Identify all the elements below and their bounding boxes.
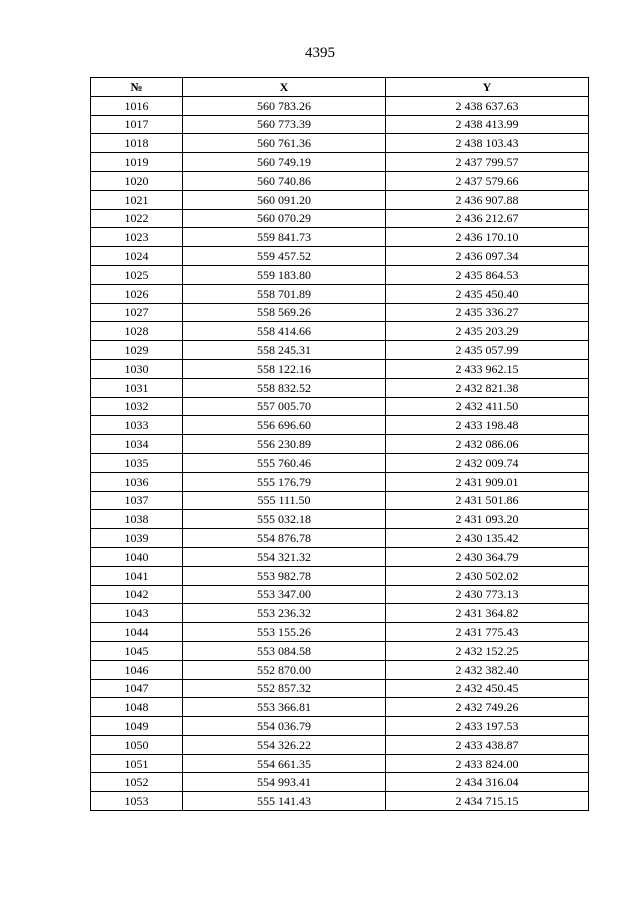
table-header — [91, 78, 589, 97]
cell-y: 2 432 749.26 — [386, 698, 589, 717]
table-row — [91, 341, 589, 360]
cell-number: 1020 — [91, 171, 183, 190]
cell-y: 2 432 382.40 — [386, 660, 589, 679]
cell-y: 2 437 579.66 — [386, 171, 589, 190]
cell-number: 1021 — [91, 190, 183, 209]
table-row — [91, 153, 589, 172]
cell-number: 1042 — [91, 585, 183, 604]
cell-number: 1032 — [91, 397, 183, 416]
cell-number: 1040 — [91, 547, 183, 566]
table-row — [91, 660, 589, 679]
table-row — [91, 416, 589, 435]
cell-y: 2 436 212.67 — [386, 209, 589, 228]
table-row — [91, 491, 589, 510]
cell-number: 1025 — [91, 265, 183, 284]
table-row — [91, 717, 589, 736]
cell-y: 2 435 336.27 — [386, 303, 589, 322]
cell-x: 554 036.79 — [183, 717, 386, 736]
table-row — [91, 134, 589, 153]
cell-number: 1039 — [91, 529, 183, 548]
cell-y: 2 432 450.45 — [386, 679, 589, 698]
cell-y: 2 430 773.13 — [386, 585, 589, 604]
cell-x: 555 176.79 — [183, 472, 386, 491]
coordinates-table — [90, 77, 589, 811]
table-row — [91, 698, 589, 717]
cell-y: 2 431 364.82 — [386, 604, 589, 623]
cell-x: 558 569.26 — [183, 303, 386, 322]
cell-x: 560 773.39 — [183, 115, 386, 134]
table-row — [91, 171, 589, 190]
table-row — [91, 359, 589, 378]
cell-x: 558 701.89 — [183, 284, 386, 303]
table-row — [91, 96, 589, 115]
cell-x: 560 761.36 — [183, 134, 386, 153]
cell-y: 2 433 824.00 — [386, 754, 589, 773]
cell-y: 2 431 909.01 — [386, 472, 589, 491]
cell-x: 559 841.73 — [183, 228, 386, 247]
cell-number: 1049 — [91, 717, 183, 736]
cell-x: 555 141.43 — [183, 792, 386, 811]
cell-x: 552 870.00 — [183, 660, 386, 679]
page-number: 4395 — [305, 45, 335, 61]
table-row — [91, 322, 589, 341]
cell-x: 560 091.20 — [183, 190, 386, 209]
cell-y: 2 431 775.43 — [386, 623, 589, 642]
cell-y: 2 436 097.34 — [386, 247, 589, 266]
cell-number: 1053 — [91, 792, 183, 811]
cell-number: 1041 — [91, 566, 183, 585]
table-row — [91, 472, 589, 491]
cell-y: 2 433 197.53 — [386, 717, 589, 736]
table-row — [91, 115, 589, 134]
table-row — [91, 735, 589, 754]
table-row — [91, 209, 589, 228]
cell-x: 554 993.41 — [183, 773, 386, 792]
cell-number: 1028 — [91, 322, 183, 341]
cell-y: 2 437 799.57 — [386, 153, 589, 172]
cell-x: 556 696.60 — [183, 416, 386, 435]
table-row — [91, 378, 589, 397]
cell-number: 1044 — [91, 623, 183, 642]
cell-x: 553 236.32 — [183, 604, 386, 623]
table-row — [91, 754, 589, 773]
header-x: X — [183, 78, 386, 97]
cell-y: 2 438 103.43 — [386, 134, 589, 153]
table-row — [91, 453, 589, 472]
cell-y: 2 438 413.99 — [386, 115, 589, 134]
cell-x: 560 070.29 — [183, 209, 386, 228]
cell-number: 1051 — [91, 754, 183, 773]
cell-x: 554 876.78 — [183, 529, 386, 548]
cell-number: 1043 — [91, 604, 183, 623]
cell-y: 2 432 152.25 — [386, 641, 589, 660]
cell-x: 552 857.32 — [183, 679, 386, 698]
cell-number: 1030 — [91, 359, 183, 378]
cell-y: 2 430 364.79 — [386, 547, 589, 566]
header-row — [91, 78, 589, 97]
table-row — [91, 566, 589, 585]
cell-number: 1023 — [91, 228, 183, 247]
table-row — [91, 510, 589, 529]
cell-y: 2 438 637.63 — [386, 96, 589, 115]
cell-x: 557 005.70 — [183, 397, 386, 416]
table-row — [91, 547, 589, 566]
cell-y: 2 435 864.53 — [386, 265, 589, 284]
cell-x: 558 245.31 — [183, 341, 386, 360]
cell-number: 1018 — [91, 134, 183, 153]
cell-y: 2 436 170.10 — [386, 228, 589, 247]
cell-x: 553 084.58 — [183, 641, 386, 660]
cell-y: 2 432 009.74 — [386, 453, 589, 472]
table-body — [91, 96, 589, 810]
table-row — [91, 679, 589, 698]
cell-number: 1029 — [91, 341, 183, 360]
cell-number: 1035 — [91, 453, 183, 472]
cell-x: 556 230.89 — [183, 435, 386, 454]
cell-number: 1045 — [91, 641, 183, 660]
cell-number: 1027 — [91, 303, 183, 322]
cell-x: 554 321.32 — [183, 547, 386, 566]
cell-y: 2 432 821.38 — [386, 378, 589, 397]
cell-number: 1031 — [91, 378, 183, 397]
cell-x: 558 122.16 — [183, 359, 386, 378]
table-row — [91, 265, 589, 284]
table-row — [91, 435, 589, 454]
cell-x: 560 740.86 — [183, 171, 386, 190]
table-row — [91, 228, 589, 247]
cell-x: 553 155.26 — [183, 623, 386, 642]
table-row — [91, 604, 589, 623]
cell-number: 1038 — [91, 510, 183, 529]
cell-y: 2 431 093.20 — [386, 510, 589, 529]
table-row — [91, 529, 589, 548]
cell-x: 555 111.50 — [183, 491, 386, 510]
cell-number: 1034 — [91, 435, 183, 454]
cell-y: 2 435 450.40 — [386, 284, 589, 303]
cell-number: 1022 — [91, 209, 183, 228]
cell-number: 1033 — [91, 416, 183, 435]
table-row — [91, 303, 589, 322]
cell-number: 1017 — [91, 115, 183, 134]
cell-x: 554 661.35 — [183, 754, 386, 773]
cell-y: 2 433 962.15 — [386, 359, 589, 378]
cell-x: 555 760.46 — [183, 453, 386, 472]
cell-x: 560 783.26 — [183, 96, 386, 115]
cell-number: 1024 — [91, 247, 183, 266]
cell-y: 2 434 316.04 — [386, 773, 589, 792]
table-row — [91, 190, 589, 209]
cell-number: 1019 — [91, 153, 183, 172]
cell-y: 2 431 501.86 — [386, 491, 589, 510]
cell-x: 558 832.52 — [183, 378, 386, 397]
cell-y: 2 435 203.29 — [386, 322, 589, 341]
table-row — [91, 247, 589, 266]
table-row — [91, 397, 589, 416]
cell-x: 559 183.80 — [183, 265, 386, 284]
cell-number: 1026 — [91, 284, 183, 303]
cell-y: 2 434 715.15 — [386, 792, 589, 811]
cell-number: 1048 — [91, 698, 183, 717]
cell-number: 1052 — [91, 773, 183, 792]
cell-y: 2 432 086.06 — [386, 435, 589, 454]
cell-number: 1050 — [91, 735, 183, 754]
cell-x: 553 347.00 — [183, 585, 386, 604]
cell-number: 1046 — [91, 660, 183, 679]
table-row — [91, 792, 589, 811]
cell-x: 553 982.78 — [183, 566, 386, 585]
cell-y: 2 435 057.99 — [386, 341, 589, 360]
cell-y: 2 430 502.02 — [386, 566, 589, 585]
cell-number: 1036 — [91, 472, 183, 491]
header-y: Y — [386, 78, 589, 97]
cell-x: 558 414.66 — [183, 322, 386, 341]
cell-number: 1047 — [91, 679, 183, 698]
cell-x: 559 457.52 — [183, 247, 386, 266]
table-row — [91, 773, 589, 792]
cell-y: 2 433 198.48 — [386, 416, 589, 435]
cell-x: 555 032.18 — [183, 510, 386, 529]
cell-number: 1016 — [91, 96, 183, 115]
table-row — [91, 641, 589, 660]
cell-x: 553 366.81 — [183, 698, 386, 717]
table-row — [91, 623, 589, 642]
table-row — [91, 585, 589, 604]
cell-y: 2 430 135.42 — [386, 529, 589, 548]
table-row — [91, 284, 589, 303]
cell-number: 1037 — [91, 491, 183, 510]
cell-x: 554 326.22 — [183, 735, 386, 754]
cell-y: 2 432 411.50 — [386, 397, 589, 416]
header-number: № — [91, 78, 183, 97]
cell-y: 2 436 907.88 — [386, 190, 589, 209]
cell-y: 2 433 438.87 — [386, 735, 589, 754]
cell-x: 560 749.19 — [183, 153, 386, 172]
